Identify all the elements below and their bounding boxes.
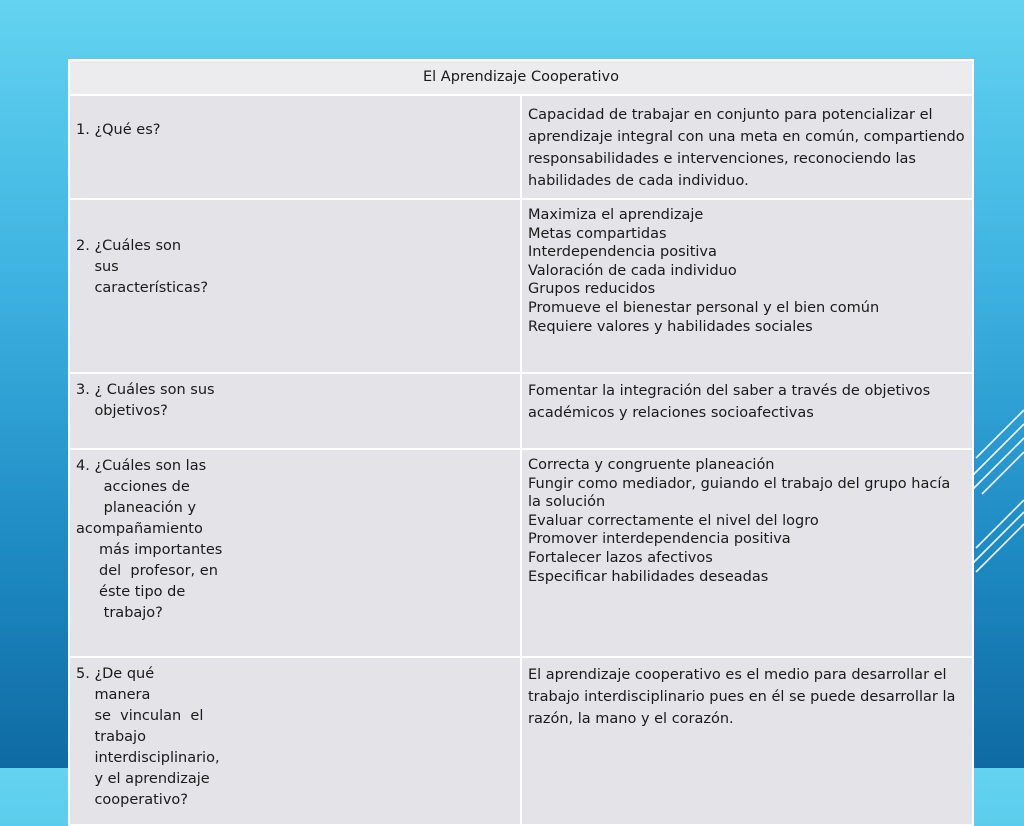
table-row — [69, 657, 973, 825]
list-item: Promover interdependencia positiva — [528, 531, 791, 548]
question-cell: 2. ¿Cuáles son sus características? — [69, 199, 521, 373]
list-item: Evaluar correctamente el nivel del logro — [528, 512, 819, 529]
answer-cell — [521, 449, 973, 657]
answer-text: Capacidad de trabajar en conjunto para potencializar el aprendizaje integral con una meta en común, compartiendo responsabilidades e intervenciones, reconociendo las habilidades de cada individuo. — [528, 107, 965, 189]
answer-cell — [521, 657, 973, 825]
answer-cell — [521, 199, 973, 373]
list-item: Fortalecer lazos afectivos — [528, 549, 713, 566]
question-cell: 1. ¿Qué es? — [69, 95, 521, 199]
table-title: El Aprendizaje Cooperativo — [69, 60, 973, 95]
cooperative-learning-table — [68, 59, 974, 826]
answer-cell — [521, 373, 973, 449]
list-item: Grupos reducidos — [528, 281, 656, 298]
question-cell: 5. ¿De qué manera se vinculan el trabajo interdisciplinario, y el aprendizaje cooperativo? — [69, 657, 521, 825]
table-row — [69, 373, 973, 449]
list-item: Requiere valores y habilidades sociales — [528, 318, 813, 335]
answer-text: Fomentar la integración del saber a través de objetivos académicos y relaciones socioafectivas — [528, 383, 931, 421]
answer-text: El aprendizaje cooperativo es el medio para desarrollar el trabajo interdisciplinario pues en él se puede desarrollar la razón, la mano y el corazón. — [528, 667, 956, 727]
list-item: Especificar habilidades deseadas — [528, 568, 769, 585]
list-item: Metas compartidas — [528, 225, 667, 242]
table-row — [69, 199, 973, 373]
table-row — [69, 449, 973, 657]
list-item: Valoración de cada individuo — [528, 262, 737, 279]
answer-cell — [521, 95, 973, 199]
list-item: Maximiza el aprendizaje — [528, 207, 704, 223]
table-header-row — [69, 60, 973, 95]
list-item: Correcta y congruente planeación — [528, 457, 775, 473]
question-cell: 4. ¿Cuáles son las acciones de planeación y acompañamiento más importantes del profesor, en éste tipo de trabajo? — [69, 449, 521, 657]
table-row — [69, 95, 973, 199]
question-cell: 3. ¿ Cuáles son sus objetivos? — [69, 373, 521, 449]
list-item: Fungir como mediador, guiando el trabajo del grupo hacía la solución — [528, 475, 951, 511]
list-item: Interdependencia positiva — [528, 244, 717, 261]
list-item: Promueve el bienestar personal y el bien común — [528, 299, 880, 316]
